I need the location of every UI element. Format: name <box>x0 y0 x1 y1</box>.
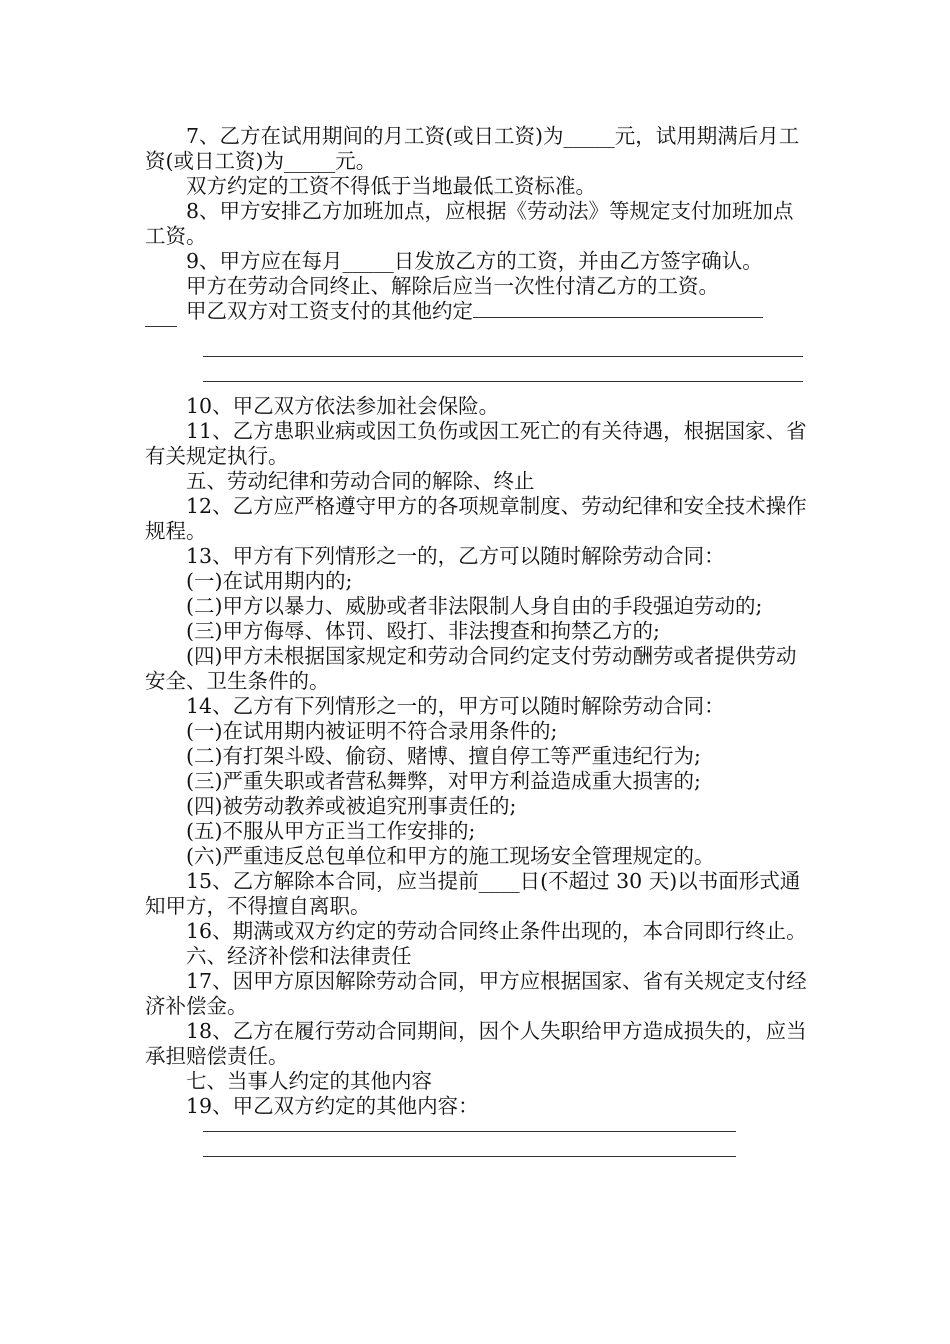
clause-9-settlement: 甲方在劳动合同终止、解除后应当一次性付清乙方的工资。 <box>186 274 719 298</box>
clause-10: 10、甲乙双方依法参加社会保险。 <box>186 394 500 418</box>
clause-14-item-3: (三)严重失职或者营私舞弊，对甲方利益造成重大损害的; <box>186 769 701 793</box>
clause-8: 8、甲方安排乙方加班加点，应根据《劳动法》等规定支付加班加点工资。 <box>145 199 794 248</box>
clause-7-min-wage: 双方约定的工资不得低于当地最低工资标准。 <box>186 174 596 198</box>
fill-line <box>473 300 763 318</box>
clause-14-item-1: (一)在试用期内被证明不符合录用条件的; <box>186 719 558 743</box>
section-6-heading: 六、经济补偿和法律责任 <box>186 944 412 968</box>
section-7-heading: 七、当事人约定的其他内容 <box>186 1069 432 1093</box>
clause-15: 15、乙方解除本合同，应当提前____日(不超过 30 天)以书面形式通知甲方，不得擅自离职。 <box>145 869 801 918</box>
clause-9-other-label: 甲乙双方对工资支付的其他约定 <box>186 299 473 323</box>
clause-13-item-2: (二)甲方以暴力、威胁或者非法限制人身自由的手段强迫劳动的; <box>186 594 763 618</box>
fill-line <box>203 344 803 369</box>
clause-18: 18、乙方在履行劳动合同期间，因个人失职给甲方造成损失的，应当承担赔偿责任。 <box>145 1019 807 1068</box>
clause-13-item-1: (一)在试用期内的; <box>186 569 353 593</box>
clause-11: 11、乙方患职业病或因工负伤或因工死亡的有关待遇，根据国家、省有关规定执行。 <box>145 419 807 468</box>
clause-14: 14、乙方有下列情形之一的，甲方可以随时解除劳动合同： <box>186 694 725 718</box>
clause-7: 7、乙方在试用期间的月工资(或日工资)为_____元，试用期满后月工资(或日工资)为_____元。 <box>145 124 800 173</box>
clause-16: 16、期满或双方约定的劳动合同终止条件出现的，本合同即行终止。 <box>186 919 807 943</box>
clause-17: 17、因甲方原因解除劳动合同，甲方应根据国家、省有关规定支付经济补偿金。 <box>145 969 807 1018</box>
clause-13-item-4: (四)甲方未根据国家规定和劳动合同约定支付劳动酬劳或者提供劳动安全、卫生条件的。 <box>145 644 797 693</box>
fill-line-tail <box>145 324 177 344</box>
section-5-heading: 五、劳动纪律和劳动合同的解除、终止 <box>186 469 535 493</box>
clause-14-item-4: (四)被劳动教养或被追究刑事责任的; <box>186 794 517 818</box>
fill-line <box>203 1144 736 1169</box>
fill-line <box>203 369 803 394</box>
clause-14-item-5: (五)不服从甲方正当工作安排的; <box>186 819 476 843</box>
clause-19: 19、甲乙双方约定的其他内容： <box>186 1094 479 1118</box>
document-body <box>145 124 810 1169</box>
clause-12: 12、乙方应严格遵守甲方的各项规章制度、劳动纪律和安全技术操作规程。 <box>145 494 807 543</box>
clause-14-item-6: (六)严重违反总包单位和甲方的施工现场安全管理规定的。 <box>186 844 715 868</box>
clause-9: 9、甲方应在每月_____日发放乙方的工资，并由乙方签字确认。 <box>186 249 763 273</box>
clause-13: 13、甲方有下列情形之一的，乙方可以随时解除劳动合同： <box>186 544 725 568</box>
fill-line <box>203 1119 736 1144</box>
clause-13-item-3: (三)甲方侮辱、体罚、殴打、非法搜查和拘禁乙方的; <box>186 619 660 643</box>
clause-14-item-2: (二)有打架斗殴、偷窃、赌博、擅自停工等严重违纪行为; <box>186 744 701 768</box>
clause-9-other <box>145 299 810 324</box>
